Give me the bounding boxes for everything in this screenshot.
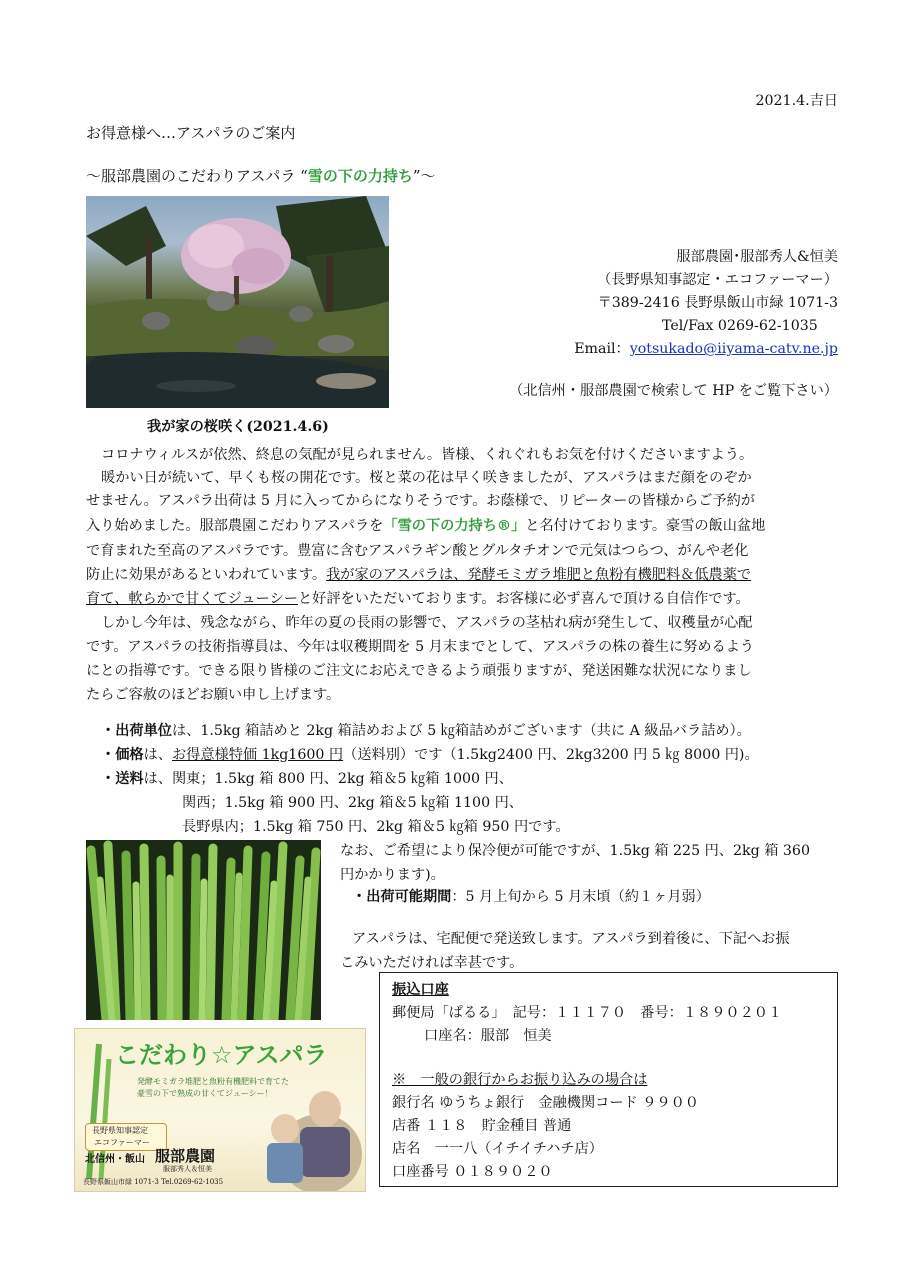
- contact-address: 〒389-2416 長野県飯山市緑 1071-3: [597, 295, 838, 311]
- body-line-7b: と好評をいただいております。お客様に必ず喜んで頂ける自信作です。: [297, 591, 750, 607]
- body-line-6b: 我が家のアスパラは、発酵モミガラ堆肥と魚粉有機肥料＆低農薬で: [326, 567, 752, 583]
- body-line-7a: 育て、軟らかで甘くてジューシー: [86, 591, 298, 607]
- flyer-sub-1: 発酵モミガラ堆肥と魚粉有機肥料で育てた: [137, 1077, 289, 1086]
- asparagus-photo: [86, 840, 321, 1020]
- email-link[interactable]: yotsukado@iiyama-catv.ne.jp: [629, 341, 838, 357]
- delivery-note-1: アスパラは、宅配便で発送致します。アスパラ到着後に、下記へお振: [352, 931, 790, 947]
- flyer-title: こだわり☆アスパラ: [115, 1041, 328, 1069]
- body-line-2: 暖かい日が続いて、早くも桜の開花です。桜と菜の花は早く咲きましたが、アスパラはまだ顔をのぞか: [101, 470, 752, 486]
- flyer-address: 長野県飯山市緑 1071-3 Tel.0269-62-1035: [83, 1178, 224, 1186]
- flyer-sub-2: 豪雪の下で熟成の甘くてジューシー！: [137, 1089, 273, 1098]
- body-line-7: [86, 588, 750, 611]
- promo-flyer: [74, 1028, 366, 1192]
- garden-photo: [86, 196, 389, 408]
- price-rest: （送料別）です（1.5kg2400 円、2kg3200 円 5 ㎏ 8000 円)。: [343, 747, 759, 763]
- body-line-9: です。アスパラの技術指導員は、今年は収穫期間を 5 月末までとして、アスパラの株の養生に努めるよう: [86, 639, 755, 655]
- contact-email-row: [574, 338, 838, 361]
- account-holder: 口座名：服部 恒美: [424, 1028, 552, 1044]
- fee-kanto: は、関東；1.5kg 箱 800 円、2kg 箱＆5 ㎏箱 1000 円、: [143, 771, 513, 787]
- body-line-6: [86, 564, 751, 587]
- shipping-fee-2: 関西；1.5kg 箱 900 円、2kg 箱＆5 ㎏箱 1100 円、: [182, 795, 523, 811]
- postal-account: 郵便局「ぱるる」 記号：１１１７０ 番号：１８９０２０１: [392, 1005, 783, 1021]
- body-line-3: せません。アスパラ出荷は 5 月に入ってからになりそうです。お蔭様で、リピーターの皆様からご予約が: [86, 493, 755, 509]
- delivery-note-2: こみいただければ幸甚です。: [340, 955, 524, 971]
- period-label: ・出荷可能期間: [352, 889, 452, 905]
- price-mid: は、: [143, 747, 172, 763]
- body-line-8: しかし今年は、残念ながら、昨年の夏の長雨の影響で、アスパラの茎枯れ病が発生して、収穫量が心配: [101, 615, 753, 631]
- flyer-owners: 服部秀人＆恒美: [163, 1165, 212, 1173]
- badge-line-2: エコファーマー: [94, 1138, 150, 1147]
- shipping-price: [101, 744, 759, 767]
- price-special: お得意様特価 1kg1600 円: [171, 747, 344, 763]
- greeting: お得意様へ…アスパラのご案内: [86, 124, 296, 142]
- contact-cert: （長野県知事認定・エコファーマー）: [597, 272, 838, 288]
- branch-number: 店番 １１８ 貯金種目 普通: [392, 1118, 572, 1134]
- shipping-unit-label: ・出荷単位: [101, 723, 172, 739]
- email-label: Email：: [574, 341, 630, 357]
- fee-label: ・送料: [101, 771, 144, 787]
- bank-name: 銀行名 ゆうちょ銀行 金融機関コード ９９００: [392, 1095, 699, 1111]
- shipping-unit-text: は、1.5kg 箱詰めと 2kg 箱詰めおよび 5 ㎏箱詰めがございます（共に A 級品バラ詰め）。: [171, 723, 751, 739]
- body-line-6a: 防止に効果があるといわれています。: [86, 567, 327, 583]
- brand-name: 「雪の下の力持ち®」: [383, 518, 526, 534]
- date: 2021.4.吉日: [755, 93, 838, 109]
- page-title: [86, 165, 436, 188]
- cool-note-1: なお、ご希望により保冷便が可能ですが、1.5kg 箱 225 円、2kg 箱 360: [340, 843, 810, 859]
- photo-caption: 我が家の桜咲く(2021.4.6): [147, 419, 329, 435]
- body-line-4c: と名付けております。豪雪の飯山盆地: [525, 518, 766, 534]
- body-line-11: たらご容赦のほどお願い申し上げます。: [86, 687, 341, 703]
- flyer-region: 北信州・飯山: [85, 1154, 145, 1165]
- shipping-fee-3: 長野県内；1.5kg 箱 750 円、2kg 箱＆5 ㎏箱 950 円です。: [182, 819, 570, 835]
- branch-name: 店名 一一八（イチイチハチ店）: [392, 1141, 603, 1157]
- flyer-farm: 服部農園: [155, 1147, 216, 1165]
- period-text: ：5 月上旬から 5 月末頃（約１ヶ月弱）: [451, 889, 710, 905]
- contact-telfax: Tel/Fax 0269-62-1035: [662, 318, 818, 334]
- price-label: ・価格: [101, 747, 144, 763]
- badge-line-1: 長野県知事認定: [92, 1126, 148, 1135]
- body-line-4: [86, 515, 765, 538]
- account-number: 口座番号 ０１８９０２０: [392, 1164, 553, 1180]
- shipping-fee-1: [101, 768, 513, 791]
- body-line-10: にとの指導です。できる限り皆様のご注文にお応えできるよう頑張りますが、発送困難な状況になりまし: [86, 663, 752, 679]
- bank-heading: 振込口座: [392, 982, 449, 998]
- shipping-unit: [101, 720, 751, 743]
- search-note: （北信州・服部農園で検索して HP をご覧下さい）: [509, 383, 838, 399]
- body-line-1: コロナウィルスが依然、終息の気配が見られません。皆様、くれぐれもお気を付けくださいますよう。: [101, 447, 754, 463]
- title-suffix: ”～: [412, 167, 436, 185]
- cool-note-2: 円かかります)。: [340, 867, 445, 883]
- title-prefix: ～服部農園のこだわりアスパラ “: [86, 167, 308, 185]
- body-line-5: で育まれた至高のアスパラです。豊富に含むアスパラギン酸とグルタチオンで元気はつらつ、がんや老化: [86, 543, 749, 559]
- body-line-4a: 入り始めました。服部農園こだわりアスパラを: [86, 518, 384, 534]
- title-brand: 雪の下の力持ち: [307, 167, 413, 185]
- shipping-period: [352, 886, 710, 909]
- bank-transfer-box: [379, 972, 838, 1187]
- contact-farm: 服部農園･服部秀人&恒美: [676, 249, 838, 265]
- bank-note: ※ 一般の銀行からお振り込みの場合は: [392, 1072, 648, 1088]
